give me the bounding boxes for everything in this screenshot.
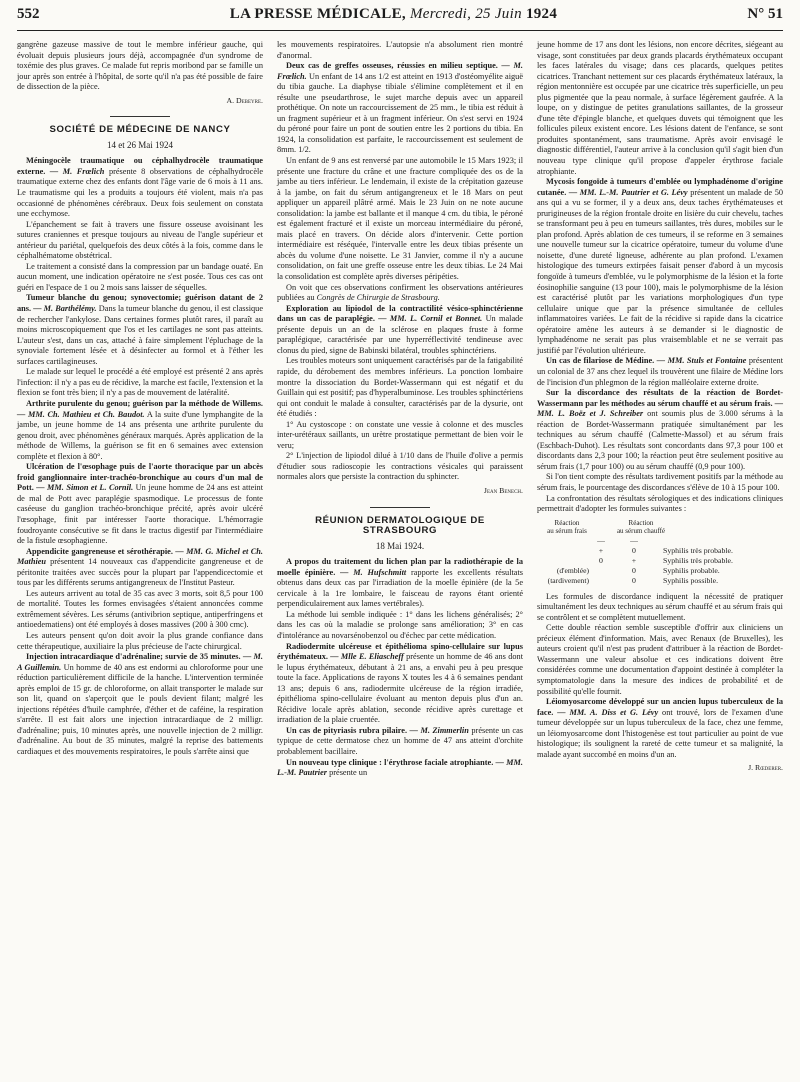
header-heated xyxy=(605,519,677,536)
table-row xyxy=(537,556,783,566)
article-title: Ulcération de l'œsophage puis de l'aorte thoracique par un abcès froid ganglionnaire inter-trachéo-bronchique au cours d'un mal de Pott. xyxy=(17,462,263,493)
section-title: RÉUNION DERMATOLOGIQUE DE STRASBOURG xyxy=(315,514,485,537)
paragraph: L'épanchement se fait à travers une fissure osseuse avoisinant les sutures craniennes et presque toujours au niveau de l'angle supérieur et antérieur du pariétal, quelquefois des deux côtés à la fois, comme dans le céphalhématome obstétrical. xyxy=(17,219,263,261)
cell-heated: — xyxy=(630,535,638,545)
article xyxy=(277,726,523,758)
article-title: Arthrite purulente du genou; guérison par la méthode de Willems. xyxy=(26,398,263,408)
column-middle xyxy=(277,40,523,779)
paragraph: Cette double réaction semble susceptible d'offrir aux cliniciens un précieux élément d'information. Mais, avec Renaux (de Bruxelles), les auteurs croient qu'il n'est pas prudent d'attribuer à la réaction de Bordet-Wassermann une valeur absolue et ces indications doivent être considérées comme une documentation d'appoint destinée à compléter la symptomatologie dans la mesure des indices de probabilité et de possibilité qu'elle fournit. xyxy=(537,623,783,696)
article-title: Un nouveau type clinique : l'érythrose faciale atrophiante. xyxy=(286,757,494,767)
article-author: — M. Barthélémy. xyxy=(33,304,97,314)
issue-date: Mercredi, 25 Juin xyxy=(410,6,522,22)
article xyxy=(17,652,263,757)
journal-name: LA PRESSE MÉDICALE, xyxy=(229,6,406,22)
article xyxy=(537,388,783,472)
article-author: — M. Frœlich xyxy=(49,166,105,176)
header-fresh xyxy=(543,519,591,536)
article-text: ont soumis plus de 3.000 sérums à la réaction de Bordet-Wassermann pratiquée simultanément par les techniques au sérum chauffé (Calmette-Massol) et au sérum frais (Eschbach-Duhot). Les résultats sont concordants dans 97,3 pour 100 et discordants dans 2,3 pour 100; la réaction peut être seulement positive au sérum frais (1,7 pour 100) ou au sérum chauffé (0,9 pour 100). xyxy=(537,409,783,471)
article-text: présentent un colonial de 37 ans chez lequel ils trouvèrent une filaire de Médine lors de l'incision d'un phlegmon de la région malléolaire externe droite. xyxy=(537,356,784,387)
article-author: — Mlle E. Eliascheff xyxy=(330,652,404,662)
article xyxy=(277,758,523,779)
article-author: — M. Zimmerlin xyxy=(409,725,469,735)
cell-result: Syphilis très probable. xyxy=(663,555,733,565)
article-text: ont trouvé, lors de l'examen d'une tumeur développée sur un lupus tuberculeux de la face, chez une femme, un léiomyosarcome dont l'histogenèse est tout particulier au point de vue histologique; ils soulignent la rareté de cette tumeur et sa malignité, la malade ayant succombé en moins d'un an. xyxy=(537,707,783,759)
article-text: Un enfant de 14 ans 1/2 est atteint en 1913 d'ostéomyélite aiguë du tibia gauche. La diaphyse tibiale s'élimine complètement et il en résulte une pseudarthrose, le sujet marche depuis avec un appareil prothétique. On note un raccourcissement de 25 mm., le tibia est réduit à un fragment supérieur et à un fragment inférieur. On s'est servi en 1924 du péroné pour faire un pont de soutien entre les 2 portions du tibia. En 1924, la consolidation est parfaite, le raccourcissement est seulement de 8mm. 1/2. xyxy=(277,71,524,155)
header-label: Réaction xyxy=(554,518,580,527)
paragraph: Les auteurs pensent qu'on doit avoir la plus grande confiance dans cette thérapeutique, auxiliaire la plus précieuse de l'acte chirurgical. xyxy=(17,630,263,651)
cell-fresh: + xyxy=(598,545,604,555)
article xyxy=(537,356,783,388)
article-text: présente 8 observations de céphalhydrocèle traumatique externe chez des enfants dont l'âge varie de 6 mois à 11 ans. Le traumatisme qui les a produits a toujours été violent, mais n'a pas occasionné de phénomènes cérébraux. Deux fois seulement on constata une ecchymose. xyxy=(17,166,264,219)
article-title: A propos du traitement du lichen plan par la radiothérapie de la moelle épinière. xyxy=(277,557,523,577)
list-item: 1° Au cystoscope : on constate une vessie à colonne et des muscles inter-urétéraux saillants, un urètre prostatique permettant de bien voir le veru; xyxy=(277,419,523,450)
article-title: Léiomyosarcome développé sur un ancien lupus tuberculeux de la face. xyxy=(537,697,783,717)
article-author: — MM. L. Cornil et Bonnet. xyxy=(378,314,483,324)
header-label: au sérum frais xyxy=(547,527,587,536)
article-author: — MM. L. Boëz et J. Schreiber xyxy=(537,398,783,419)
section-title: SOCIÉTÉ DE MÉDECINE DE NANCY xyxy=(49,124,231,136)
article-author: — MM. Ch. Mathieu et Ch. Baudot. xyxy=(17,409,145,419)
cell-fresh: 0 xyxy=(599,555,603,565)
table-row xyxy=(537,546,783,556)
article xyxy=(277,557,523,610)
paragraph: Si l'on tient compte des résultats tardivement positifs par la méthode au sérum frais, le pourcentage des discordances s'élève de 10 à 15 pour 100. xyxy=(537,472,783,492)
article-title: Injection intracardiaque d'adrénaline; survie de 35 minutes. xyxy=(26,652,241,662)
continued-text: les mouvements respiratoires. L'autopsie n'a absolument rien montré d'anormal. xyxy=(277,40,523,60)
column-left xyxy=(17,40,263,779)
section-divider xyxy=(370,507,430,508)
row-note: (tardivement) xyxy=(547,575,589,585)
table-row xyxy=(537,536,783,546)
article-text: présentent un malade de 50 ans qui a vu se former, il y a deux ans, deux taches érythémateuses et prurigineuses de la région frontale droite en lisière du cuir chevelu, taches se transformant peu à peu en tumeurs saillantes, très dures, mobiles sur le plan profond. Après ablation de ces tumeurs, il se reforme en 3 semaines une nouvelle tumeur sur la cicatrice opératoire, tumeur du volume d'une noisette, d'une dureté ligneuse, adhérente au plan profond. L'examen histologique des tumeurs extirpées faisait penser d'abord à un mycosis fongoïde à tumeurs d'emblée, vu le polymorphisme de la lésion et la forte éosinophilie sanguine (13 pour 100), mais le polymorphisme de la lésion est caractérisé plutôt par les variations morphologiques d'un type cellulaire unique que par la présence simultanée de cellules inflammatoires variées. Le fait de la récidive si rapide dans la cicatrice opératoire amène les auteurs à se demander si le diagnostic de lymphadénome ne serait pas plus vraisemblable et ne se verrait pas justifié par l'évolution ultérieure. xyxy=(537,187,783,355)
cell-heated: 0 xyxy=(632,545,636,555)
paragraph: Les troubles moteurs sont uniquement caractérisés par de la fatigabilité rapide, du dérobement des membres inférieurs. La ponction lombaire montre la dissociation du Bordet-Wassermann qui est négatif et du Guillain qui est positif; pas d'hyperalbuminose. Les troubles sphinctériens qui ont conduit le malade à consulter, caractérisés par de la dysurie, ont été étudiés : xyxy=(277,356,523,419)
article xyxy=(537,697,783,760)
paragraph: Le traitement a consisté dans la compression par un bandage ouaté. En aucun moment, une indication opératoire ne s'est posée. Tous ces cas ont guéri en l'espace de 1 ou 2 mois sans laisser de séquelles. xyxy=(17,261,263,292)
section-date: 18 Mai 1924. xyxy=(375,540,425,551)
article xyxy=(17,293,263,367)
article-title: Appendicite gangreneuse et sérothérapie. xyxy=(26,546,173,556)
article-title: Mycosis fongoïde à tumeurs d'emblée ou lymphadénome d'origine cutanée. xyxy=(537,177,783,197)
article-title: Radiodermite ulcéreuse et épithélioma spino-cellulaire sur lupus érythémateux. xyxy=(277,641,523,662)
article-author: — MM. Simon et L. Cornil. xyxy=(36,483,134,493)
issue-number: N° 51 xyxy=(747,6,783,22)
article-text: Un homme de 40 ans est endormi au chloroforme pour une réduction particulièrement difficile de la hanche. L'intervention terminée après emploi de 15 gr. de chloroforme, on allait transporter le malade sur son lit, quand on s'aperçoit que le pouls devient filant; malgré les injections répétées d'huile camphrée, d'éther et de caféine, la respiration s'arrête. Il est fait alors une injection intracardiaque de 2 milligr. d'adrénaline; puis, 10 minutes après, une nouvelle injection de 2 milligr. d'adrénaline. Au bout de 35 minutes, malgré la reprise des battements cardiaques et des mouvements respiratoires, le pouls s'arrête ainsi que xyxy=(17,662,263,756)
header-label: Réaction xyxy=(628,518,654,527)
page-number: 552 xyxy=(17,6,40,22)
paragraph: Un enfant de 9 ans est renversé par une automobile le 15 Mars 1923; il présente une fracture du crâne et une fracture compliquée des os de la jambe au tiers inférieur. Le lendemain, il existe de la crépitation gazeuse à la jambe, on fait du sérum antigangreneux et le 18 Mars on peut appliquer un appareil plâtré armé. Mais le 23 Juin on ne note aucune consolidation: la jambe est ballante et il manque 4 cm. du tibia, le péroné est également fracturé et il existe un morceau intermédiaire du péroné, mais placé en travers. On décide alors d'intervenir. Cette portion intermédiaire est réséquée, l'intervalle entre les deux tibias présente un abcès du volume d'une noisette. Le 31 Janvier, comme il n'y a aucune consolidation, on fait une greffe osseuse entre les deux tibias. Le 24 Mai la consolidation est complète après diverses péripéties. xyxy=(277,156,523,282)
cell-fresh: — xyxy=(597,535,605,545)
results-table xyxy=(537,519,783,586)
article-author: — M. A Guillemin. xyxy=(17,652,263,672)
article-author: — M. Frœlich. xyxy=(277,61,523,81)
paragraph: La méthode lui semble indiquée : 1° dans les lichens généralisés; 2° dans les cas où la maladie se prolonge sans amélioration; 3° en cas d'intolérance au novarsénobenzol ou d'échec par cette médication. xyxy=(277,609,523,640)
article-author: — MM. L.-M. Pautrier xyxy=(277,757,523,778)
article xyxy=(277,304,523,357)
article-text: présentent 14 nouveaux cas d'appendicite gangreneuse et de péritonite traitées avec succès pour la plupart par l'appendicectomie et tous par les différents serums antigangreneux de l'Institut Pasteur. xyxy=(17,557,263,588)
paragraph: Les auteurs arrivent au total de 35 cas avec 3 morts, soit 8,5 pour 100 de mortalité. Toutes les formes envisagées s'étaient annoncées comme extrêmement sévères. Les sérums (antivibrion septique, antiperfringens et antioedematiens) ont été employés à doses massives (200 à 300 cmc). xyxy=(17,588,263,630)
article xyxy=(277,61,523,156)
paragraph xyxy=(277,283,523,304)
article-text: présente un cas typique de cette dermatose chez un homme de 47 ans atteint d'orchite probablement bacillaire. xyxy=(277,725,524,756)
article-text: présente un homme de 46 ans dont le lupus érythémateux, débutant à 21 ans, a envahi peu à peu presque toute la face. Applications de rayons X toutes les 4 à 6 semaines pendant 13 ans; depuis 6 ans, radiodermite ulcéreuse de la région irradiée, épithélioma spino-cellulaire évoluant au menton depuis plus d'un an. Récidive locale après ablation, seconde récidive après curettage et irradiation de la plaie cruentée. xyxy=(277,652,523,725)
signature: A. Debeyre. xyxy=(226,95,263,105)
page-header xyxy=(17,6,783,31)
cell-result: Syphilis possible. xyxy=(663,575,719,585)
article-author: — MM. A. Diss et G. Lévy xyxy=(557,707,659,717)
article xyxy=(277,642,523,726)
running-title xyxy=(230,6,557,23)
article-title: Un cas de pityriasis rubra pilaire. xyxy=(286,725,408,735)
cell-result: Syphilis très probable. xyxy=(663,545,733,555)
header-label: au sérum chauffé xyxy=(616,527,666,536)
article-text: rapporte les excellents résultats obtenus dans deux cas par l'irradiation de la moelle épinière (de la 5e cervicale à la 1re lombaire, le faisceau de rayons étant orienté perpendiculairement aux lames vertébrales). xyxy=(277,567,524,609)
continued-text: gangrène gazeuse massive de tout le membre inférieur gauche, qui évoluait depuis plusieurs jours déjà, accompagnée d'un syndrome de toxémie des plus graves. Ce malade fut repris moribond par se famille un jour après son entrée à l'hôpital, de sorte qu'il n'a pas été possible de faire de dissection de la pièce. xyxy=(17,40,263,92)
signature: Jean Benech. xyxy=(483,485,523,495)
paragraph: La confrontation des résultats sérologiques et des indications cliniques permettrait d'adopter les formules suivantes : xyxy=(537,493,783,514)
section-date: 14 et 26 Mai 1924 xyxy=(107,139,173,150)
article-author: — MM. G. Michel et Ch. Mathieu xyxy=(17,546,263,567)
article-text: Dans la tumeur blanche du genou, il est classique de rechercher l'ankylose. Dans certaines formes plutôt rares, il paraît au moins microscopiquement que l'os et les cartilages ne sont pas atteints. L'auteur s'est, dans un cas, attaché à faire simplement l'épluchage de la synoviale fortement lésée et à désinfecter au formol et à l'éther les surfaces cartilagineuses. xyxy=(17,304,264,366)
paragraph: Le malade sur lequel le procédé a été employé est présenté 2 ans après l'infection: il n'y a pas eu de récidive, la marche est facile, l'extension et la flexion se font très bien; il n'y a pas de mouvement de latéralité. xyxy=(17,367,263,398)
cell-heated: + xyxy=(631,555,637,565)
article-text: Un malade présente depuis un an de la sclérose en plaques fruste à forme paraplégique, caractérisée par une hyperréflectivité tendineuse avec clonus du pied, signe de Babinski bilatéral, troubles sphinctériens. xyxy=(277,314,523,355)
issue-year: 1924 xyxy=(525,6,558,22)
article-title: Méningocèle traumatique ou céphalhydrocèle traumatique externe. xyxy=(17,156,263,176)
text-columns xyxy=(17,40,783,779)
cell-heated: 0 xyxy=(632,565,636,575)
article-title: Exploration au lipiodol de la contractilité vésico-sphinctérienne dans un cas de paraplégie. xyxy=(277,303,523,324)
article xyxy=(17,547,263,589)
article-title: Sur la discordance des résultats de la réaction de Bordet-Wassermann par les méthodes au sérum chauffé et au sérum frais. xyxy=(537,388,783,408)
list-item: 2° L'injection de lipiodol dilué à 1/10 dans de l'huile d'olive a permis d'étudier sous radioscopie les contractions vésicales qui paraissent normales alors que persiste la contraction du sphincter. xyxy=(277,451,523,482)
paragraph-text: On voit que ces observations confirment les observations antérieures publiées au xyxy=(277,282,523,303)
article-author: — MM. L.-M. Pautrier et G. Lévy xyxy=(568,187,688,197)
signature: J. Rœderer. xyxy=(748,763,783,773)
reference-italic: Congrès de Chirurgie de Strasbourg. xyxy=(316,293,440,303)
column-right xyxy=(537,40,783,779)
article xyxy=(17,156,263,219)
table-header xyxy=(543,519,783,536)
row-note: (d'emblée) xyxy=(556,565,589,575)
table-row xyxy=(537,566,783,576)
cell-heated: 0 xyxy=(632,575,636,585)
cell-result: Syphilis probable. xyxy=(663,565,720,575)
article-title: Deux cas de greffes osseuses, réussies en milieu septique. xyxy=(286,61,498,71)
article-text: présente un xyxy=(329,768,368,778)
table-row xyxy=(537,576,783,586)
paragraph: Les formules de discordance indiquent la nécessité de pratiquer simultanément les deux techniques au sérum chauffé et au sérum frais qui se contrôlent et se complètent mutuellement. xyxy=(537,591,783,622)
article-text: A la suite d'une lymphangite de la jambe, un jeune homme de 14 ans présenta une arthrite purulente du genou droit, avec phénomènes généraux marqués. Après application de la méthode de Willems, la guérison se fit en 6 semaines avec extension complète et flexion à 80°. xyxy=(17,409,263,461)
article xyxy=(537,177,783,356)
article-author: — M. Hufschmitt xyxy=(340,567,407,577)
continued-text: jeune homme de 17 ans dont les lésions, non encore décrites, siégeant au visage, sont constituées par deux grands placards érythémateux occupant les faces latérales du visage; dans ces placards, quelques petites cicatrices. Tranchant nettement sur ces placards érythémateux latéraux, la région mentonnière est occupée par une cicatrice très superficielle, un peu plus pigmentée que la peau normale, à surface légèrement gaufrée. A la loupe, on y distingue de petites granulations saillantes, de la grosseur d'une tête d'épingle blanche, et quelques duvets qui témoignent que les follicules pileux existent encore. Les lésions datent de l'enfance, se sont produites spontanément, sans traumatisme. Après avoir envisagé le diagnostic différentiel, l'auteur arrive à la conclusion qu'il s'agit bien d'un nouveau type clinique qu'il propose d'appeler érythrose faciale atrophiante. xyxy=(537,40,783,176)
section-divider xyxy=(110,116,170,117)
article-title: Un cas de filariose de Médine. xyxy=(546,356,655,366)
article xyxy=(17,462,263,546)
article-title: Tumeur blanche du genou; synovectomie; guérison datant de 2 ans. xyxy=(17,293,263,314)
article xyxy=(17,399,263,462)
article-text: Un jeune homme de 24 ans est atteint de mal de Pott avec paraplégie spasmodique. Le processus de fonte caséeuse du ganglion trachéo-bronchique précité, après avoir ulcéré l'œsophage, finit par intéresser l'aorte thoracique. L'hémorragie foudroyante consécutive se fit dans le tractus digestif par l'intermédiaire de la fistule œsophagienne. xyxy=(17,483,264,546)
article-author: — MM. Stuls et Fontaine xyxy=(656,356,747,366)
